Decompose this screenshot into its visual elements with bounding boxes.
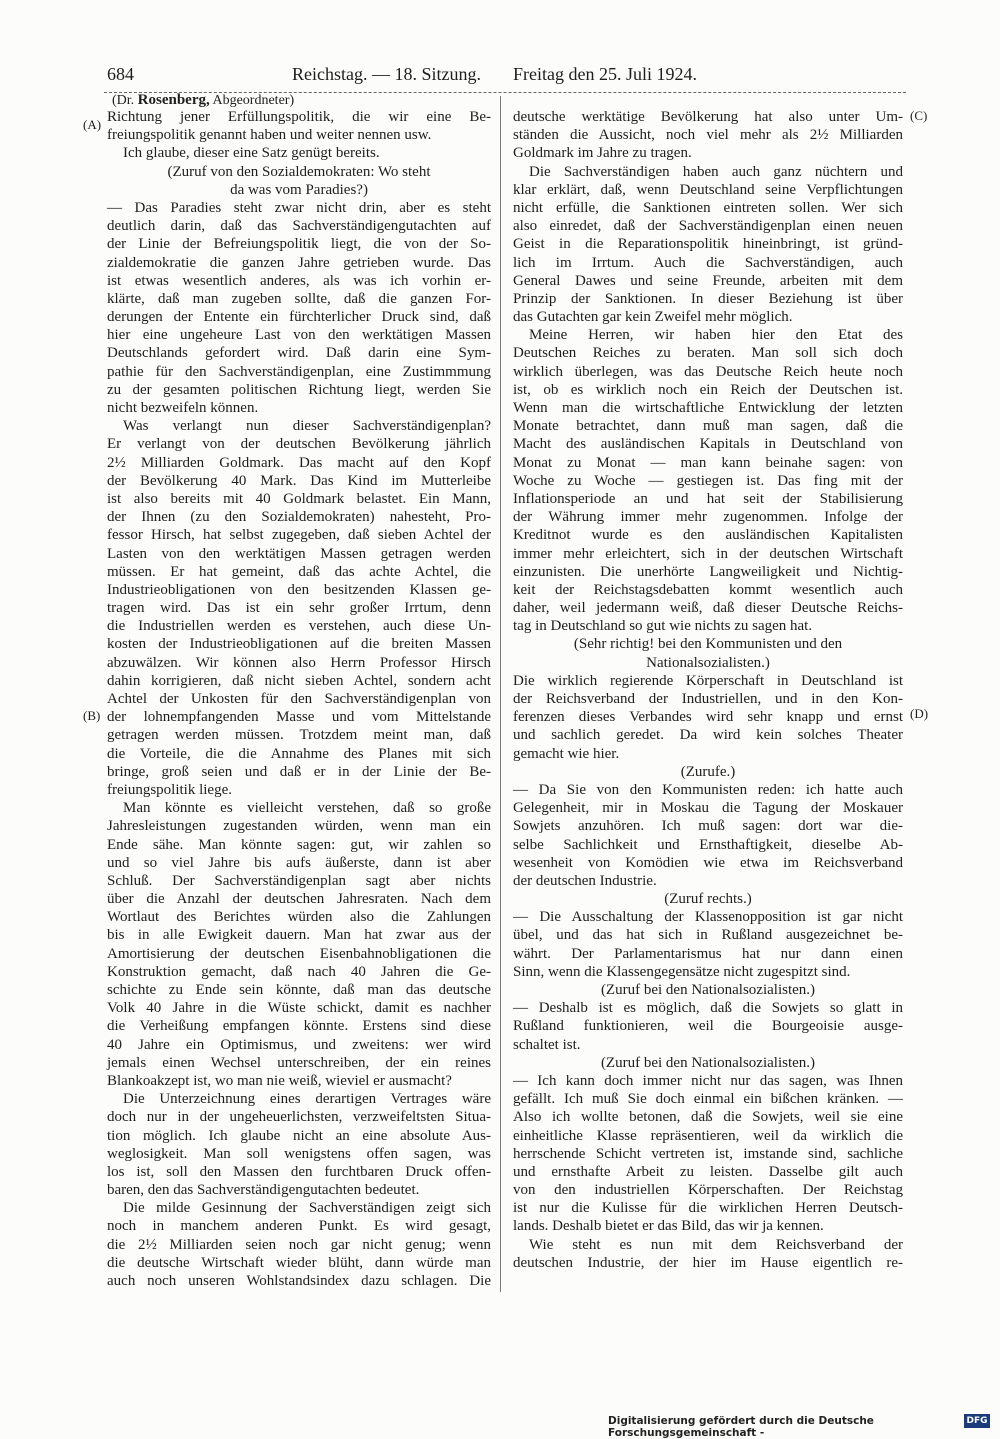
line-text: Die Unterzeichnung eines derartigen Vertrages wäre — [123, 1091, 491, 1108]
line-text: lands. Deshalb bietet er das Bild, das wir ja kennen. — [513, 1218, 824, 1235]
line-text: selbe Sachlichkeit und Ernsthaftigkeit, dieselbe Ab- — [513, 836, 903, 853]
line-text: Prinzip der Sanktionen. In dieser Beziehung ist über — [513, 290, 903, 307]
text-line — [513, 417, 903, 435]
line-text: Ich glaube, dieser eine Satz genügt bereits. — [123, 145, 380, 162]
text-line — [513, 1072, 903, 1090]
line-text: (Zuruf von den Sozialdemokraten: Wo steht — [167, 163, 431, 180]
line-text: fessor Hirsch, hat selbst zugegeben, daß sieben Achtel der — [107, 527, 491, 544]
line-text: der Bevölkerung 40 Mark. Das Kind im Mutterleibe — [107, 472, 491, 489]
line-text: kosten der Industrieobligationen auf die breiten Massen — [107, 636, 491, 653]
text-line — [513, 563, 903, 581]
line-text: Lasten von den werktätigen Massen getragen werden — [107, 545, 491, 562]
text-line — [513, 745, 903, 763]
text-line — [513, 1017, 903, 1035]
interjection-line — [513, 890, 903, 908]
interjection-line — [513, 763, 903, 781]
page-number: 684 — [107, 64, 134, 84]
line-text: die 2½ Milliarden seien noch gar nicht genug; wenn — [107, 1236, 491, 1253]
text-line — [513, 854, 903, 872]
margin-mark-c: (C) — [910, 108, 928, 123]
line-text: Sinn, wenn die Klassengegensätze nicht zugespitzt sind. — [513, 963, 851, 980]
line-text: Goldmark im Jahre zu tragen. — [513, 145, 692, 162]
line-text: zu der gesamten politischen Richtung liegt, werden Sie — [107, 381, 491, 398]
line-text: schichte zu Ende sein könnte, daß man das deutsche — [107, 982, 491, 998]
line-text: und sachlich geredet. Da wird kein solches Theater — [513, 727, 903, 744]
line-text: die Industriellen werden es verstehen, auch diese Un- — [107, 618, 491, 635]
text-line — [513, 545, 903, 563]
text-line — [513, 908, 903, 926]
line-text: der Währung immer mehr zugenommen. Infolge der — [513, 509, 903, 526]
interjection-line — [513, 1054, 903, 1072]
line-text: Amortisierung der deutschen Eisenbahnobligationen die — [107, 945, 491, 962]
text-line — [107, 381, 491, 399]
line-text: Schluß. Der Sachverständigenplan sagt aber nichts — [107, 872, 491, 889]
text-line — [107, 1199, 491, 1217]
speaker-role: Abgeordneter) — [212, 93, 295, 108]
text-line — [513, 1090, 903, 1108]
text-line — [107, 963, 491, 981]
line-text: 2½ Milliarden Goldmark. Das macht auf den Kopf — [107, 454, 491, 471]
line-text: Was verlangt nun dieser Sachverständigenplan? — [123, 418, 491, 435]
line-text: Industrieobligationen von den besitzenden Klassen ge- — [107, 581, 491, 598]
line-text: Meine Herren, wir haben hier den Etat des — [529, 327, 903, 344]
text-line — [513, 490, 903, 508]
text-line — [107, 1017, 491, 1035]
text-line — [107, 454, 491, 472]
text-line — [513, 1217, 903, 1235]
text-line — [107, 435, 491, 453]
text-line — [107, 308, 491, 326]
text-line — [107, 472, 491, 490]
text-line — [513, 363, 903, 381]
text-line — [513, 672, 903, 690]
text-line — [513, 1108, 903, 1126]
text-line — [107, 108, 491, 126]
text-line — [107, 999, 491, 1017]
text-line — [107, 817, 491, 835]
text-line — [107, 654, 491, 672]
line-text: ist also bereits mit 40 Goldmark belastet. Ein Mann, — [107, 490, 491, 507]
text-line — [513, 1127, 903, 1145]
line-text: freiungspolitik genannt haben und weiter nennen usw. — [107, 127, 432, 144]
footer-credit: Digitalisierung gefördert durch die Deutsche Forschungsgemeinschaft - — [608, 1415, 874, 1439]
line-text: Monat zu Monat — man kann beinahe sagen: von — [513, 454, 903, 471]
text-line — [513, 181, 903, 199]
line-text: Blankoakzept ist, wo man nie weiß, wieviel er ausmacht? — [107, 1072, 452, 1089]
margin-mark-b: (B) — [83, 708, 101, 723]
text-line — [513, 235, 903, 253]
text-line — [513, 399, 903, 417]
line-text: — Ich kann doch immer nicht nur das sagen, was Ihnen — [513, 1072, 903, 1089]
text-line — [107, 872, 491, 890]
line-text: Ende sähe. Man könnte sagen: gut, wir zahlen so — [107, 836, 491, 853]
line-text: Rußland funktionieren, weil die Bourgeoisie ausge- — [513, 1018, 903, 1035]
line-text: Wortlaut des Berichtes würden also die Zahlungen — [107, 909, 491, 926]
line-text: ist etwas wesentlich anderes, als was ich vorhin er- — [107, 272, 491, 289]
text-line — [107, 926, 491, 944]
text-line — [513, 126, 903, 144]
line-text: die Verheißung empfangen könnte. Erstens sind diese — [107, 1018, 491, 1035]
line-text: wirklich überlegen, was das Deutsche Reich heute noch — [513, 363, 903, 380]
text-line — [513, 1145, 903, 1163]
text-line — [107, 908, 491, 926]
line-text: tion möglich. Ich glaube nicht an eine absolute Aus- — [107, 1127, 491, 1144]
text-line — [513, 254, 903, 272]
text-line — [513, 872, 903, 890]
line-text: bis in alle Ewigkeit dauern. Man hat zwar aus der — [107, 927, 491, 944]
line-text: klärte, daß man zugeben sollte, daß die ganzen For- — [107, 290, 491, 307]
line-text: von den industriellen Körperschaften. Der Reichstag — [513, 1182, 903, 1199]
line-text: Er verlangt von der deutschen Bevölkerung jährlich — [107, 436, 491, 453]
line-text: Deutschlands gefordert wird. Daß darin eine Sym- — [107, 345, 491, 362]
text-line — [513, 217, 903, 235]
text-line — [107, 1145, 491, 1163]
line-text: jemals einen Wechsel unterschreiben, der ein reines — [107, 1054, 491, 1071]
text-line — [513, 1163, 903, 1181]
text-line — [107, 126, 491, 144]
text-line — [107, 1272, 491, 1290]
line-text: (Sehr richtig! bei den Kommunisten und den — [573, 636, 843, 653]
text-line — [107, 1163, 491, 1181]
margin-mark-d: (D) — [910, 706, 929, 721]
line-text: immer mehr erleichtert, sich in der deutschen Wirtschaft — [513, 545, 903, 562]
text-line — [107, 199, 491, 217]
line-text: einzunisten. Die unerhörte Langweiligkeit und Nichtig- — [513, 563, 903, 580]
line-text: Geist in die Reparationspolitik hineinbringt, ist gründ- — [513, 236, 903, 253]
text-line — [107, 635, 491, 653]
text-line — [513, 326, 903, 344]
line-text: Man könnte es vielleicht verstehen, daß so große — [123, 800, 491, 817]
right-column — [513, 108, 903, 1272]
text-line — [107, 708, 491, 726]
line-text: baren, den das Sachverständigengutachten bedeutet. — [107, 1182, 420, 1199]
text-line — [107, 1090, 491, 1108]
session-date: Freitag den 25. Juli 1924. — [513, 64, 697, 84]
text-line — [107, 326, 491, 344]
line-text: ist nur die Kulisse für die wirklichen Herren Deutsch- — [513, 1200, 903, 1217]
line-text: keit der Reichstagsdebatten kommt wesentlich auch — [513, 581, 903, 598]
text-line — [513, 836, 903, 854]
text-line — [107, 217, 491, 235]
line-text: Woche zu Woche — gestiegen ist. Das fing mit der — [513, 472, 903, 489]
line-text: Gelegenheit, mir in Moskau die Tagung der Moskauer — [513, 800, 903, 817]
line-text: und so viel Jahre bis aufs äußerste, dann ist aber — [107, 854, 491, 871]
line-text: nicht bezweifeln können. — [107, 400, 259, 416]
line-text: noch in manchem anderen Punkt. Es wird gesagt, — [107, 1218, 491, 1235]
column-divider — [500, 96, 501, 1292]
line-text: Die Sachverständigen haben auch ganz nüchtern und — [529, 163, 903, 180]
line-text: wesenheit von Komödien wie etwa im Reichsverband — [513, 854, 903, 871]
text-line — [107, 1254, 491, 1272]
line-text: müssen. Er hat gemeint, daß das achte Achtel, die — [107, 563, 491, 580]
line-text: los ist, soll den Massen den furchtbaren Druck offen- — [107, 1163, 491, 1180]
text-line — [107, 981, 491, 999]
text-line — [107, 1054, 491, 1072]
text-line — [107, 1108, 491, 1126]
line-text: freiungspolitik liege. — [107, 781, 232, 798]
line-text: ständen die Aussicht, noch viel mehr als 2½ Milliarden — [513, 127, 903, 144]
line-text: Richtung jener Erfüllungspolitik, die wir eine Be- — [107, 109, 491, 125]
line-text: übel, und das hat sich in Rußland ausgezeichnet be- — [513, 927, 903, 944]
text-line — [513, 454, 903, 472]
line-text: Inflationsperiode an und hat seit der Stabilisierung — [513, 490, 903, 507]
text-line — [513, 926, 903, 944]
text-line — [107, 745, 491, 763]
line-text: gefällt. Ich muß Sie doch einmal ein bißchen kränken. — — [513, 1091, 903, 1108]
line-text: deutlich darin, daß das Sachverständigengutachten auf — [107, 218, 491, 235]
text-line — [513, 1236, 903, 1254]
line-text: die Vorteile, die die Annahme des Planes mit sich — [107, 745, 491, 762]
line-text: also einredet, daß der Sachverständigenplan einen neuen — [513, 218, 903, 235]
text-line — [107, 690, 491, 708]
line-text: Die milde Gesinnung der Sachverständigen zeigt sich — [123, 1200, 491, 1217]
line-text: Monate betrachtet, dann muß man sagen, daß die — [513, 418, 903, 435]
line-text: Die wirklich regierende Körperschaft in Deutschland ist — [513, 672, 903, 689]
text-line — [107, 563, 491, 581]
text-line — [513, 472, 903, 490]
interjection-line — [513, 981, 903, 999]
text-line — [107, 526, 491, 544]
line-text: die deutsche Wirtschaft wieder blüht, dann würde man — [107, 1254, 491, 1271]
text-line — [107, 1236, 491, 1254]
line-text: (Zuruf rechts.) — [664, 891, 752, 908]
line-text: Konstruktion gemacht, daß nach 40 Jahren die Ge- — [107, 963, 491, 980]
text-line — [513, 508, 903, 526]
text-line — [107, 508, 491, 526]
line-text: währt. Der Parlamentarismus hat nur dann einen — [513, 945, 903, 962]
line-text: (Zuruf bei den Nationalsozialisten.) — [600, 982, 816, 998]
left-column — [107, 108, 491, 1290]
line-text: — Die Ausschaltung der Klassenopposition ist gar nicht — [513, 909, 903, 926]
text-line — [107, 581, 491, 599]
line-text: einheitliche Klasse repräsentieren, weil da wirklich die — [513, 1127, 903, 1144]
text-line — [107, 1072, 491, 1090]
text-line — [513, 690, 903, 708]
line-text: Nationalsozialisten.) — [646, 654, 770, 671]
line-text: Deutschen Reiches zu beraten. Man soll sich doch — [513, 345, 903, 362]
text-line — [107, 272, 491, 290]
text-line — [107, 363, 491, 381]
line-text: tag in Deutschland so gut wie nichts zu sagen hat. — [513, 618, 813, 635]
line-text: doch nur in der ungeheuerlichsten, verzweifeltsten Situa- — [107, 1109, 491, 1126]
interjection-line — [107, 163, 491, 181]
line-text: — Da Sie von den Kommunisten reden: ich hatte auch — [513, 781, 903, 798]
text-line — [513, 435, 903, 453]
line-text: und ernsthafte Arbeit zu leisten. Dasselbe gilt auch — [513, 1163, 903, 1180]
line-text: der Ihnen (zu den Sozialdemokraten) nahesteht, Pro- — [107, 509, 491, 526]
text-line — [513, 1254, 903, 1272]
text-line — [107, 545, 491, 563]
line-text: derungen der Entente ein fürchterlicher Druck sind, daß — [107, 309, 491, 326]
text-line — [107, 399, 491, 417]
text-line — [513, 963, 903, 981]
text-line — [107, 672, 491, 690]
text-line — [107, 799, 491, 817]
line-text: über die Anzahl der deutschen Jahresraten. Nach dem — [107, 891, 491, 908]
line-text: Macht des ausländischen Kapitals in Deutschland von — [513, 436, 903, 453]
line-text: ferenzen dieses Verbandes wird sehr knapp und ernst — [513, 709, 903, 726]
text-line — [107, 945, 491, 963]
line-text: Jahresleistungen zugestanden würden, wenn man ein — [107, 818, 491, 835]
line-text: (Zurufe.) — [680, 763, 736, 780]
line-text: nicht erfülle, die Sanktionen eintreten sollen. Wer sich — [513, 199, 903, 216]
line-text: getragen werden müssen. Trotzdem meint man, daß — [107, 727, 491, 744]
text-line — [513, 144, 903, 162]
text-line — [107, 1036, 491, 1054]
text-line — [513, 108, 903, 126]
text-line — [513, 617, 903, 635]
line-text: auch noch unseren Wohlstandsindex dazu schlagen. Die — [107, 1273, 491, 1289]
text-line — [107, 1181, 491, 1199]
text-line — [513, 945, 903, 963]
interjection-line — [513, 654, 903, 672]
text-line — [513, 163, 903, 181]
margin-mark-a: (A) — [83, 117, 102, 132]
session-title: Reichstag. — 18. Sitzung. — [292, 64, 481, 84]
text-line — [513, 381, 903, 399]
line-text: klar erklärt, daß, wenn Deutschland seine Verpflichtungen — [513, 181, 903, 198]
text-line — [107, 344, 491, 362]
line-text: der lohnempfangenden Masse und vom Mittelstande — [107, 709, 491, 726]
line-text: Wie steht es nun mit dem Reichsverband der — [529, 1236, 903, 1253]
text-line — [107, 726, 491, 744]
text-line — [513, 799, 903, 817]
line-text: — Das Paradies steht zwar nicht drin, aber es steht — [107, 199, 491, 216]
text-line — [513, 1181, 903, 1199]
line-text: gemacht wie hier. — [513, 745, 620, 762]
text-line — [107, 836, 491, 854]
line-text: herrschende Schicht vertreten ist, imstande sind, sachliche — [513, 1145, 903, 1162]
dfg-logo: DFG — [964, 1414, 990, 1428]
text-line — [107, 781, 491, 799]
line-text: pathie für den Sachverständigenplan, eine Zustimmmung — [107, 363, 491, 380]
text-line — [513, 581, 903, 599]
text-line — [107, 1127, 491, 1145]
line-text: hier eine ungeheure Last von den werktätigen Massen — [107, 327, 491, 344]
text-line — [513, 1036, 903, 1054]
text-line — [513, 781, 903, 799]
text-line — [513, 817, 903, 835]
text-line — [513, 1199, 903, 1217]
text-line — [513, 599, 903, 617]
line-text: schaltet ist. — [513, 1036, 581, 1053]
line-text: (Zuruf bei den Nationalsozialisten.) — [600, 1054, 816, 1071]
text-line — [513, 199, 903, 217]
text-line — [513, 308, 903, 326]
line-text: dahin korrigieren, daß nicht sieben Achtel, sondern acht — [107, 672, 491, 689]
text-line — [107, 254, 491, 272]
text-line — [107, 490, 491, 508]
text-line — [107, 890, 491, 908]
line-text: ist, ob es wirklich noch ein Reich der Deutschen ist. — [513, 381, 903, 398]
text-line — [513, 344, 903, 362]
line-text: Sowjets anzuhören. Ich muß sagen: dort war die- — [513, 818, 903, 835]
speaker-prefix: (Dr. — [112, 93, 135, 108]
speaker-line — [112, 92, 294, 109]
line-text: lich im Irrtum. Auch die Sachverständigen, auch — [513, 254, 903, 271]
line-text: deutschen Industrie, der hier im Hause eigentlich re- — [513, 1254, 903, 1271]
text-line — [513, 526, 903, 544]
line-text: der deutschen Industrie. — [513, 872, 657, 889]
interjection-line — [107, 181, 491, 199]
text-line — [513, 272, 903, 290]
text-line — [107, 599, 491, 617]
line-text: — Deshalb ist es möglich, daß die Sowjets so glatt in — [513, 1000, 903, 1017]
line-text: Volk 40 Jahre in die Wüste schickt, damit es nachher — [107, 1000, 491, 1017]
line-text: der Reichsverband der Industriellen, und in den Kon- — [513, 691, 903, 707]
line-text: zialdemokratie die ganzen Jahre getrieben wurde. Das — [107, 254, 491, 271]
line-text: Achtel der Unkosten für den Sachverständigenplan von — [107, 691, 491, 707]
line-text: weglosigkeit. Man soll wenigstens offen sagen, was — [107, 1145, 491, 1162]
line-text: da was vom Paradies?) — [230, 181, 368, 198]
text-line — [107, 144, 491, 162]
line-text: 40 Jahre ein Optimismus, und zweitens: wer wird — [107, 1036, 491, 1053]
text-line — [107, 290, 491, 308]
text-line — [513, 726, 903, 744]
line-text: das Gutachten gar kein Zweifel mehr möglich. — [513, 309, 793, 326]
line-text: Kreditnot wurde es den ausländischen Kapitalisten — [513, 527, 903, 544]
line-text: abzuwälzen. Wir können also Herrn Professor Hirsch — [107, 654, 491, 671]
line-text: deutsche werktätige Bevölkerung hat also unter Um- — [513, 109, 903, 125]
text-line — [107, 1217, 491, 1235]
line-text: Wenn man die wirtschaftliche Entwicklung der letzten — [513, 400, 903, 416]
text-line — [513, 708, 903, 726]
speaker-name: Rosenberg, — [137, 92, 210, 108]
text-line — [107, 235, 491, 253]
line-text: bringe, groß seien und daß er in der Linie der Be- — [107, 763, 491, 780]
text-line — [513, 999, 903, 1017]
text-line — [107, 854, 491, 872]
text-line — [107, 763, 491, 781]
line-text: der Linie der Befreiungspolitik liegt, die von der So- — [107, 236, 491, 253]
line-text: Also ich wollte betonen, daß die Sowjets, weil sie eine — [513, 1109, 903, 1126]
line-text: tragen wird. Das ist ein sehr großer Irrtum, denn — [107, 600, 491, 617]
text-line — [107, 417, 491, 435]
line-text: daher, weil jedermann weiß, daß dieser Deutsche Reichs- — [513, 600, 903, 617]
text-line — [107, 617, 491, 635]
line-text: General Dawes und seine Freunde, arbeiten mit dem — [513, 272, 903, 289]
text-line — [513, 290, 903, 308]
interjection-line — [513, 635, 903, 653]
